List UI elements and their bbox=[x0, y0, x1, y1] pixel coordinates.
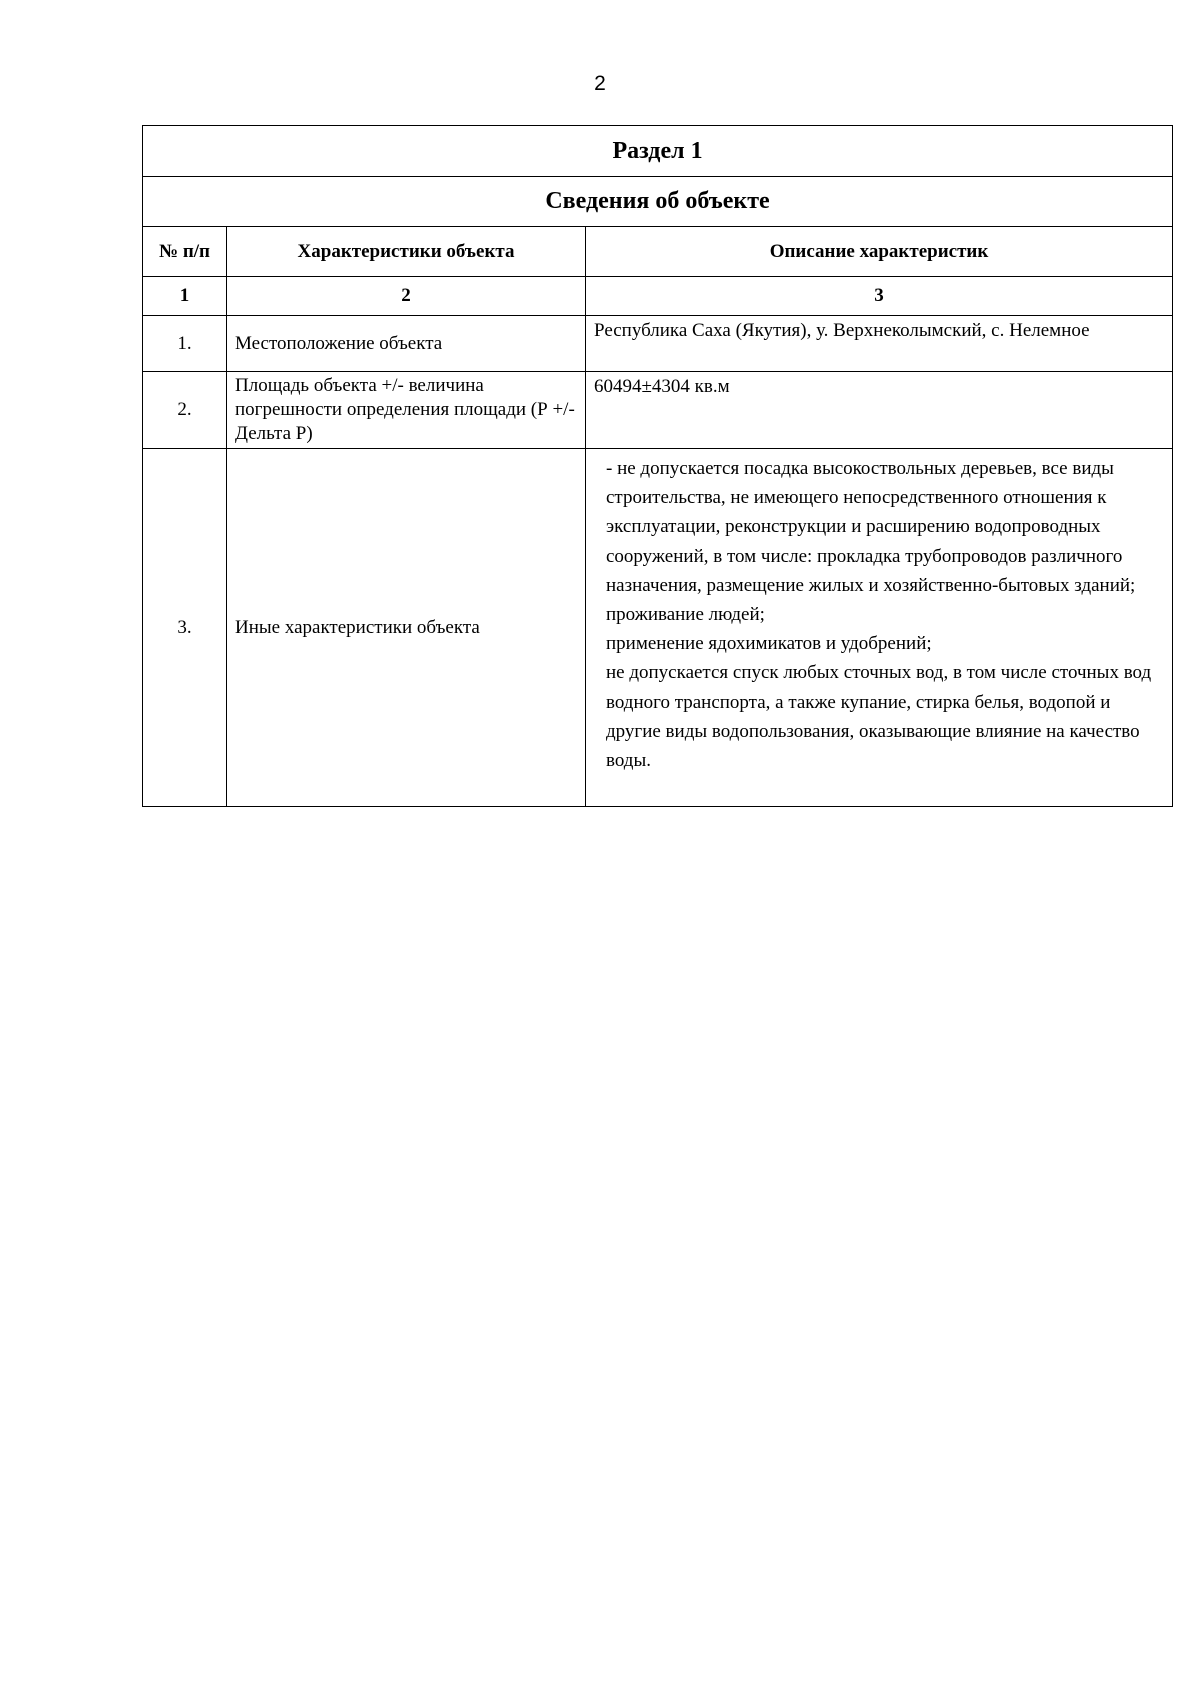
header-num: № п/п bbox=[143, 227, 227, 277]
header-row bbox=[143, 227, 1173, 277]
row-description-cell bbox=[586, 449, 1173, 807]
column-number: 3 bbox=[586, 277, 1173, 316]
section-title: Раздел 1 bbox=[143, 126, 1173, 177]
row-description: 60494±4304 кв.м bbox=[586, 372, 1173, 449]
header-characteristic: Характеристики объекта bbox=[227, 227, 586, 277]
row-index: 2. bbox=[143, 372, 227, 449]
column-number-row bbox=[143, 277, 1173, 316]
header-description: Описание характеристик bbox=[586, 227, 1173, 277]
row-index: 3. bbox=[143, 449, 227, 807]
row-index: 1. bbox=[143, 316, 227, 372]
row-description: Республика Саха (Якутия), у. Верхнеколымский, с. Нелемное bbox=[586, 316, 1173, 372]
row-characteristic: Площадь объекта +/- величина погрешности определения площади (Р +/- Дельта Р) bbox=[227, 372, 586, 449]
table-row bbox=[143, 316, 1173, 372]
row-characteristic: Местоположение объекта bbox=[227, 316, 586, 372]
table-row bbox=[143, 449, 1173, 807]
table-row bbox=[143, 372, 1173, 449]
page-number: 2 bbox=[594, 72, 606, 95]
column-number: 2 bbox=[227, 277, 586, 316]
section-subtitle: Сведения об объекте bbox=[143, 177, 1173, 227]
row-description: - не допускается посадка высокоствольных деревьев, все виды строительства, не имеющего непосредственного отношения к эксплуатации, реконструкции и расширению водопроводных сооружений, в том числе: прокладка трубопроводов различного назначения, размещение жилых и хозяйственно-бытовых зданий; проживание людей; применение ядохимикатов и удобрений; не допускается спуск любых сточных вод, в том числе сточных вод водного транспорта, а также купание, стирка белья, водопой и другие виды водопользования, оказывающие влияние на качество воды. bbox=[606, 458, 1152, 772]
column-number: 1 bbox=[143, 277, 227, 316]
object-info-table bbox=[142, 125, 1173, 807]
row-characteristic: Иные характеристики объекта bbox=[227, 449, 586, 807]
